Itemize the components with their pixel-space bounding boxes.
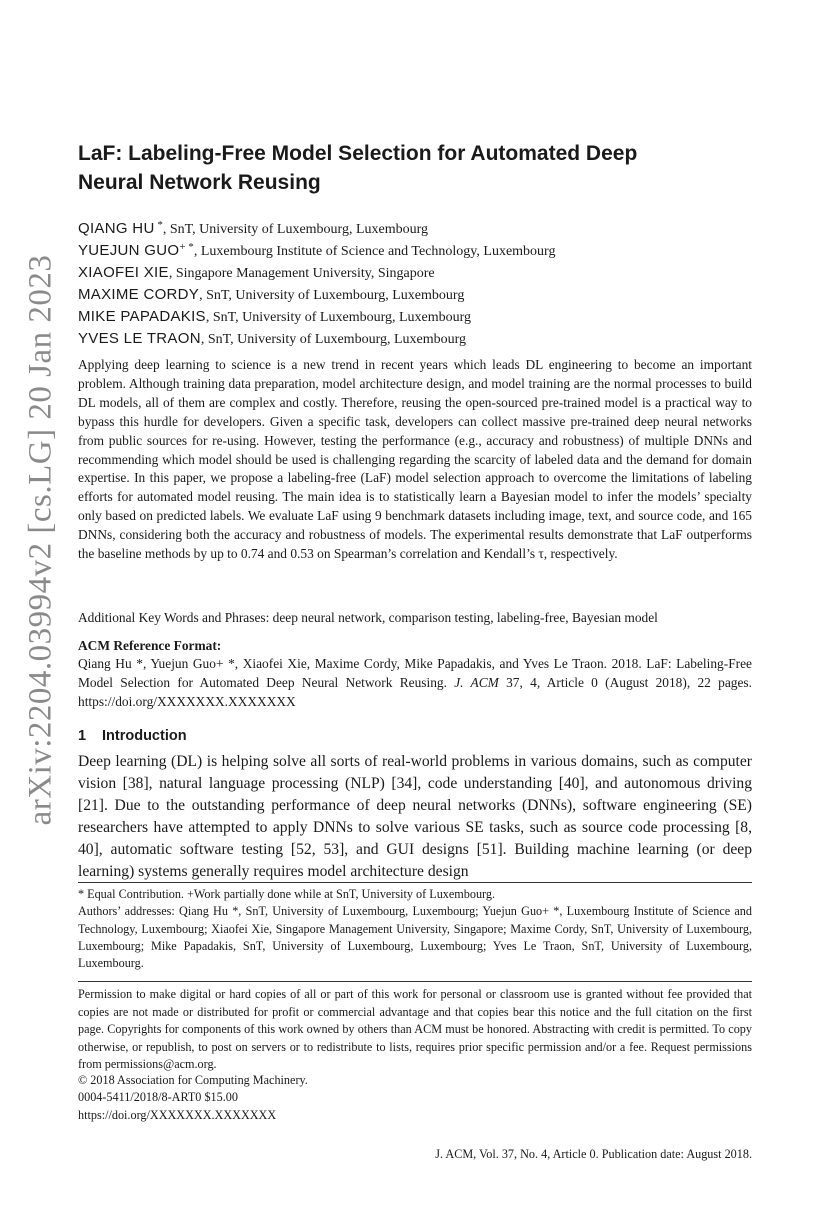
author-footnote-mark: + * xyxy=(179,241,194,253)
author-affiliation: , Singapore Management University, Singapore xyxy=(168,266,435,281)
author-name: YUEJUN GUO xyxy=(78,242,180,259)
acm-reference-part-1: Qiang Hu *, Yuejun Guo+ *, Xiaofei Xie, Maxime Cordy, Mike Papadakis, and Yves Le Traon. 2018. LaF: Labeling-Free Model Selection for Automated Deep Neural Network Reusing. xyxy=(78,656,752,690)
section-title: Introduction xyxy=(102,728,187,744)
section-number: 1 xyxy=(78,728,87,744)
author-name: YVES LE TRAON xyxy=(78,330,201,347)
issn-line: 0004-5411/2018/8-ART0 $15.00 xyxy=(78,1090,238,1105)
footnote-contribution: * Equal Contribution. +Work partially done while at SnT, University of Luxembourg. xyxy=(78,887,496,901)
page-footer: J. ACM, Vol. 37, No. 4, Article 0. Publication date: August 2018. xyxy=(435,1147,752,1161)
abstract: Applying deep learning to science is a new trend in recent years which leads DL engineering to become an important problem. Although training data preparation, model architecture design, and model training are the normal processes to build DL models, all of them are complex and costly. Therefore, reusing the open-sourced pre-trained model is a practical way to bypass this hurdle for developers. Given a specific task, developers can collect massive pre-trained deep neural networks from public sources for re-using. However, testing the performance (e.g., accuracy and robustness) of multiple DNNs and recommending which model should be used is challenging regarding the scarcity of labeled data and the demand for domain expertise. In this paper, we propose a labeling-free (LaF) model selection approach to overcome the limitations of labeling efforts for automated model reusing. The main idea is to statistically learn a Bayesian model to infer the models’ specialty only based on predicted labels. We evaluate LaF using 9 benchmark datasets including image, text, and source code, and 165 DNNs, considering both the accuracy and robustness of models. The experimental results demonstrate that LaF outperforms the baseline methods by up to 0.74 and 0.53 on Spearman’s correlation and Kendall’s τ, respectively. xyxy=(78,357,752,562)
author-affiliation: , Luxembourg Institute of Science and Technology, Luxembourg xyxy=(193,244,556,259)
arxiv-identifier-stamp xyxy=(20,240,62,840)
author-entry xyxy=(78,324,752,346)
author-name: MAXIME CORDY xyxy=(78,286,200,303)
title-line-1: LaF: Labeling-Free Model Selection for Automated Deep xyxy=(78,142,638,165)
author-affiliation: , SnT, University of Luxembourg, Luxembourg xyxy=(162,222,429,237)
section-heading xyxy=(78,726,187,746)
author-footnote-mark: * xyxy=(154,219,163,231)
title-line-2: Neural Network Reusing xyxy=(78,171,321,194)
author-entry xyxy=(78,302,752,324)
acm-reference-part-2: 37, 4, Article 0 (August 2018), 22 pages. https://doi.org/XXXXXXX.XXXXXXX xyxy=(78,674,752,709)
author-name: QIANG HU xyxy=(78,220,155,237)
acm-reference-text xyxy=(78,655,752,712)
permission-notice: Permission to make digital or hard copies of all or part of this work for personal or classroom use is granted without fee provided that copies are not made or distributed for profit or commercial advantage and that copies bear this notice and the full citation on the first page. Copyrights for components of this work owned by others than ACM must be honored. Abstracting with credit is permitted. To copy otherwise, or republish, to post on servers or to redistribute to lists, requires prior specific permission and/or a fee. Request permissions from permissions@acm.org. xyxy=(78,987,752,1072)
introduction-paragraph: Deep learning (DL) is helping solve all sorts of real-world problems in various domains, such as computer vision [38], natural language processing (NLP) [34], code understanding [40], and autonomous driving [21]. Due to the outstanding performance of deep neural networks (DNNs), software engineering (SE) researchers have attempted to apply DNNs to solve various SE tasks, such as source code processing [8, 40], automatic software testing [52, 53], and GUI designs [51]. Building machine learning (or deep learning) systems generally requires model architecture design xyxy=(78,753,752,880)
author-affiliation: , SnT, University of Luxembourg, Luxembourg xyxy=(200,332,467,347)
author-name: MIKE PAPADAKIS xyxy=(78,308,206,325)
footnotes xyxy=(78,886,752,972)
author-entry xyxy=(78,258,752,280)
journal-name: J. ACM xyxy=(454,674,499,690)
author-name: XIAOFEI XIE xyxy=(78,264,169,281)
footnote-addresses: Authors’ addresses: Qiang Hu *, SnT, University of Luxembourg, Luxembourg; Yuejun Guo+ *, Luxembourg Institute of Science and Technology, Luxembourg; Xiaofei Xie, Singapore Management University, Singapore; Maxime Cordy, SnT, University of Luxembourg, Luxembourg; Mike Papadakis, SnT, University of Luxembourg, Luxembourg; Yves Le Traon, SnT, University of Luxembourg, Luxembourg. xyxy=(78,904,752,971)
author-affiliation: , SnT, University of Luxembourg, Luxembourg xyxy=(199,288,465,303)
acm-reference-heading: ACM Reference Format: xyxy=(78,638,222,653)
keywords: Additional Key Words and Phrases: deep neural network, comparison testing, labeling-free, Bayesian model xyxy=(78,610,658,625)
footnote-divider xyxy=(78,882,752,883)
publication-metadata xyxy=(78,1072,752,1124)
copyright-line: © 2018 Association for Computing Machinery. xyxy=(78,1073,308,1087)
author-affiliation: , SnT, University of Luxembourg, Luxembourg xyxy=(205,310,472,325)
author-entry xyxy=(78,280,752,302)
permission-divider xyxy=(78,981,752,982)
doi-link[interactable]: https://doi.org/XXXXXXX.XXXXXXX xyxy=(78,1107,277,1122)
paper-title xyxy=(78,139,752,197)
author-list xyxy=(78,214,752,346)
author-entry xyxy=(78,236,752,258)
author-entry xyxy=(78,214,752,236)
arxiv-stamp-text: arXiv:2204.03994v2 [cs.LG] 20 Jan 2023 xyxy=(22,254,59,826)
